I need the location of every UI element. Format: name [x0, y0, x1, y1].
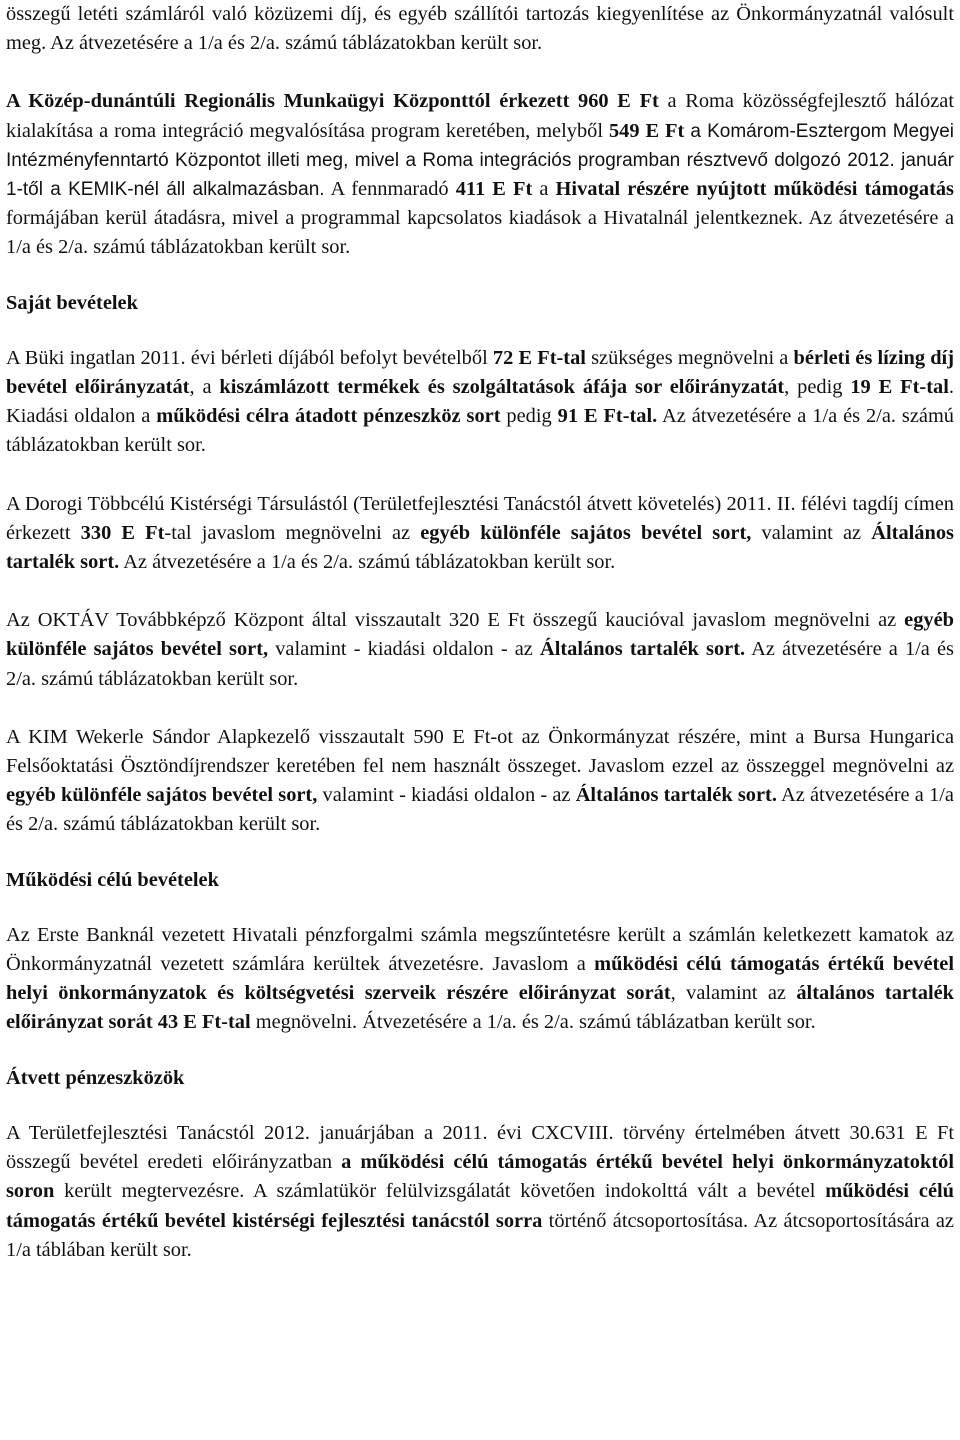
- bold-text: általános tartalék előirányzat sorát 43 E Ft-tal: [6, 982, 955, 1034]
- text: A Területfejlesztési Tanácstól 2012. januárjában a 2011. évi CXCVIII. törvény értelmében átvett 30.631 E Ft összegű bevétel eredeti előirányzatban: [6, 1121, 954, 1174]
- paragraph-roma-program: [6, 87, 954, 262]
- paragraph-buki-property: [6, 344, 954, 461]
- bold-text: 411 E Ft: [455, 178, 533, 201]
- text: valamint - kiadási oldalon - az: [268, 638, 540, 661]
- bold-text: 91 E Ft-tal.: [557, 405, 658, 428]
- text: valamint az: [751, 521, 872, 544]
- bold-text: Hivatal részére nyújtott működési támogatás: [555, 178, 954, 201]
- paragraph-utility-fee: [6, 0, 954, 58]
- paragraph-dorog-association: [6, 490, 954, 578]
- text: . Kiadási oldalon a: [6, 376, 954, 428]
- bold-text: egyéb különféle sajátos bevétel sort,: [6, 784, 318, 807]
- text: pedig: [500, 405, 558, 428]
- bold-text: egyéb különféle sajátos bevétel sort,: [420, 521, 752, 544]
- bold-text: Általános tartalék sort.: [575, 784, 777, 807]
- text: összegű letéti számláról való közüzemi díj, és egyéb szállítói tartozás kiegyenlítése az Önkormányzatnál valósult meg. Az átvezetésére a 1/a és 2/a. számú táblázatokban került sor.: [6, 3, 954, 55]
- section-heading-operating-revenue: Működési célú bevételek: [6, 868, 219, 891]
- bold-text: bérleti és lízing díj bevétel előirányzatát: [6, 346, 954, 399]
- bold-text: 330 E Ft: [80, 521, 165, 544]
- bold-text: működési célú támogatás értékű bevétel kistérségi fejlesztési tanácstól sorra: [6, 1180, 954, 1232]
- text: , pedig: [784, 376, 851, 399]
- text: valamint - kiadási oldalon - az: [317, 784, 576, 807]
- text: -tal javaslom megnövelni az: [164, 521, 421, 544]
- paragraph-development-council: [6, 1119, 954, 1265]
- bold-text: Általános tartalék sort.: [539, 638, 746, 661]
- bold-text: 72 E Ft-tal: [492, 346, 586, 369]
- text: került megtervezésre. A számlatükör felülvizsgálatát követően indokolttá vált a bevétel: [54, 1180, 826, 1203]
- text: formájában kerül átadásra, mivel a programmal kapcsolatos kiadások a Hivatalnál jelentkeznek. Az átvezetésére a 1/a és 2/a. számú táblázatokban került sor.: [6, 207, 954, 259]
- text-sans: a Komárom-Esztergom Megyei Intézményfenntartó Központot illeti meg, mivel a Roma integrációs programban résztvevő dolgozó 2012. január 1-től a KEMIK-nél áll alkalmazásban.: [6, 120, 954, 201]
- text: Az átvezetésére a 1/a és 2/a. számú táblázatokban került sor.: [119, 551, 616, 574]
- bold-text: 549 E Ft: [608, 119, 685, 142]
- text: A Büki ingatlan 2011. évi bérleti díjából befolyt bevételből: [6, 346, 493, 369]
- text: Az Erste Banknál vezetett Hivatali pénzforgalmi számla megszűntetésre került a számlán keletkezett kamatok az Önkormányzatnál vezetett számlára kerültek átvezetésre. Javaslom a: [6, 923, 954, 976]
- text: A fennmaradó: [324, 178, 456, 201]
- text: a: [532, 178, 556, 201]
- text: megnövelni. Átvezetésére a 1/a. és 2/a. számú táblázatban került sor.: [250, 1011, 816, 1034]
- text: szükséges megnövelni a: [585, 346, 794, 369]
- bold-text: 19 E Ft-tal: [850, 376, 949, 399]
- bold-text: egyéb különféle sajátos bevétel sort,: [6, 609, 954, 661]
- section-heading-own-revenue: Saját bevételek: [6, 291, 138, 314]
- text: Az átvezetésére a 1/a és 2/a. számú táblázatokban került sor.: [6, 638, 954, 690]
- text: Az átvezetésére a 1/a és 2/a. számú táblázatokban került sor.: [6, 784, 954, 836]
- bold-text: A Közép-dunántúli Regionális Munkaügyi Központtól érkezett 960 E Ft: [6, 90, 659, 113]
- bold-text: működési célú támogatás értékű bevétel helyi önkormányzatok és költségvetési szerveik részére előirányzat sorát: [6, 953, 954, 1005]
- bold-text: Általános tartalék sort.: [6, 521, 954, 574]
- text: , valamint az: [670, 982, 797, 1005]
- paragraph-oktav: [6, 606, 954, 694]
- text: A Dorogi Többcélú Kistérségi Társulástól (Területfejlesztési Tanácstól átvett követelés) 2011. II. félévi tagdíj címen érkezett: [6, 492, 954, 544]
- paragraph-erste-bank: [6, 921, 954, 1038]
- section-heading-transferred-funds: Átvett pénzeszközök: [6, 1066, 185, 1089]
- text: Az átvezetésére a 1/a és 2/a. számú táblázatokban került sor.: [6, 405, 955, 457]
- bold-text: kiszámlázott termékek és szolgáltatások áfája sor előirányzatát: [219, 376, 785, 399]
- paragraph-kim-wekerle: [6, 723, 954, 840]
- text: Az OKTÁV Továbbképző Központ által visszautalt 320 E Ft összegű kaucióval javaslom megnövelni az: [6, 609, 905, 632]
- text: a Roma közösségfejlesztő hálózat kialakítása a roma integráció megvalósítása program keretében, melyből: [6, 90, 954, 142]
- bold-text: a működési célú támogatás értékű bevétel helyi önkormányzatoktól soron: [6, 1151, 954, 1203]
- bold-text: működési célra átadott pénzeszköz sort: [156, 405, 501, 428]
- text: történő átcsoportosítása. Az átcsoportosítására az 1/a táblában került sor.: [6, 1209, 954, 1261]
- text: A KIM Wekerle Sándor Alapkezelő visszautalt 590 E Ft-ot az Önkormányzat részére, mint a Bursa Hungarica Felsőoktatási Ösztöndíjrendszer keretében fel nem használt összeget. Javaslom ezzel az összeggel megnövelni az: [6, 725, 954, 778]
- text: , a: [189, 376, 220, 399]
